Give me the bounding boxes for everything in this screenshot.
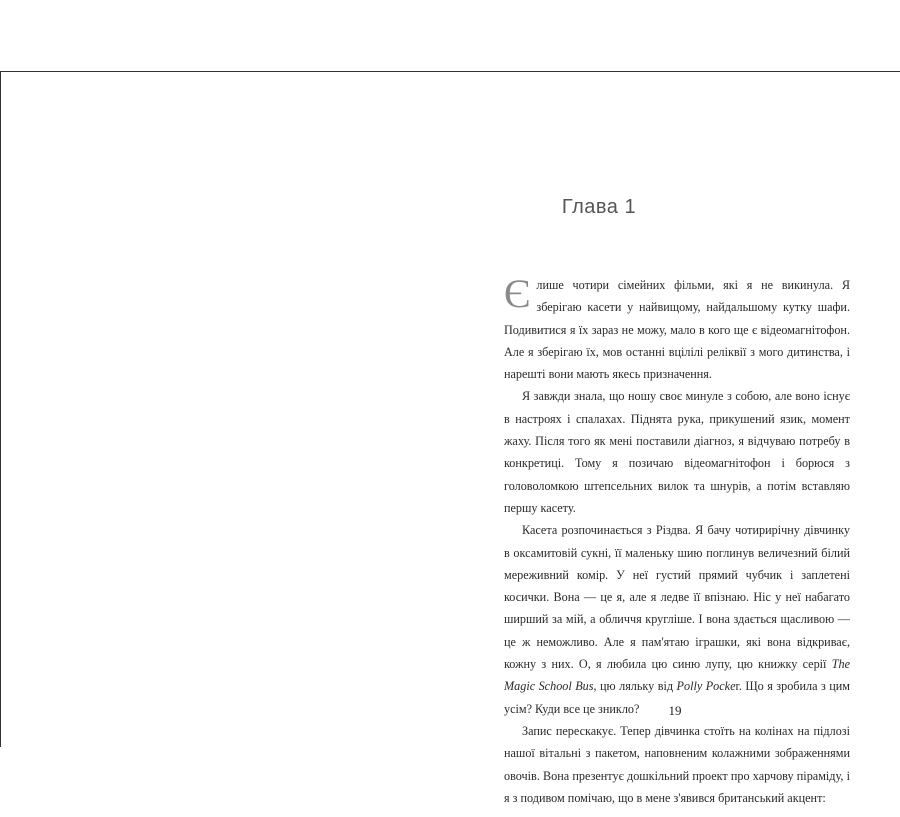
paragraph-4: Запис перескакує. Тепер дівчинка стоїть на колінах на підлозі нашої вітальні з пакетом, наповненим колажними зображеннями овочів. Вона презентує дошкільний проект про харчову піраміду, і я з подивом помічаю, що в мене з'явився британський акцент:	[504, 723, 850, 805]
chapter-body	[504, 271, 851, 809]
drop-cap: Є	[504, 271, 531, 316]
paragraph-3-part-a: Касета розпочинається з Різдва. Я бачу чотирирічну дівчинку в оксамитовій сукні, її маленьку шию поглинув величезний білий мереживний комір. У неї густий прямий чубчик і заплетені косички. Вона — це я, але я ледве її впізнаю. Ніс у неї набагато ширший за мій, а обличчя кругліше. І вона здається щасливою — це ж неможливо. Але я пам'ятаю іграшки, які вона відкриває, кожну з них. О, я любила цю синю лупу, цю книжку серії	[504, 523, 850, 672]
paragraph-1-text: лише чотири сімейних фільми, які я не викинула. Я зберігаю касети у найвищому, найдальшому кутку шафи. Подивитися я їх зараз не можу, мало в кого ще є відеомагнітофон. Але я зберігаю їх, мов останні вцілілі реліквії з мого дитинства, і нарешті вони мають якесь призначення.	[504, 278, 850, 382]
paragraph-1	[504, 271, 850, 385]
chapter-title: Глава 1	[561, 196, 637, 218]
page-number: 19	[668, 703, 682, 718]
paragraph-3-italic-title: The Magic School Bus	[504, 657, 850, 694]
paragraph-2: Я завжди знала, що ношу своє минуле з собою, але воно існує в настроях і спалахах. Піднята рука, прикушений язик, момент жаху. Після того як мені поставили діагноз, я відчуваю потребу в конкретиці. Тому я позичаю відеомагнітофон і борюся з головоломкою штепсельних вилок та шнурів, а потім вставляю першу касету.	[504, 389, 850, 515]
paragraph-3-italic-brand: Polly Pocke	[676, 679, 736, 694]
paragraph-3-part-b: , цю ляльку від	[593, 679, 677, 694]
paragraph-3	[504, 519, 850, 720]
paragraph-3-part-c: r. Що я зробила з цим усім? Куди все це зникло?	[504, 679, 851, 716]
